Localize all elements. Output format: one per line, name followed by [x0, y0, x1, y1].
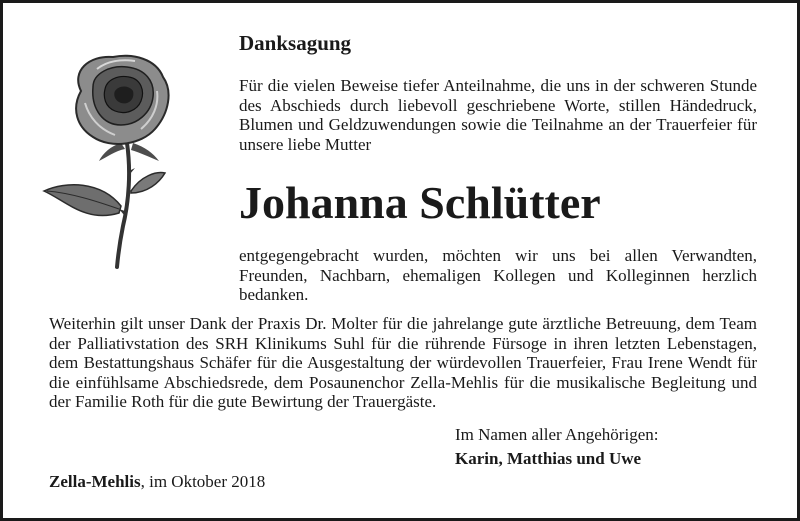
place-name: Zella-Mehlis	[49, 472, 141, 491]
date-text: , im Oktober 2018	[140, 472, 266, 491]
notice-heading: Danksagung	[239, 31, 352, 55]
after-name-paragraph: entgegengebracht wurden, möchten wir uns bei allen Verwandten, Freunden, Nachbarn, ehemaligen Kollegen und Kolleginnen herzlich bedanken.	[239, 246, 757, 304]
place-date-line	[49, 472, 265, 492]
rose-icon	[41, 51, 191, 269]
signature-names: Karin, Matthias und Uwe	[455, 449, 642, 468]
deceased-name: Johanna Schlütter	[239, 177, 601, 228]
further-thanks-paragraph: Weiterhin gilt unser Dank der Praxis Dr. Molter für die jahrelange gute ärztliche Betreuung, dem Team der Palliativstation des SRH Klinikums Suhl für die rührende Fürsoge in ihren letzten Lebenstagen, dem Bestattungshaus Schäfer für die Ausgestaltung der würdevollen Trauerfeier, Frau Irene Wendt für die einfühlsame Abschiedsrede, dem Posaunenchor Zella-Mehlis für die musikalische Begleitung und der Familie Roth für die gute Bewirtung der Trauergäste.	[49, 314, 757, 411]
intro-paragraph: Für die vielen Beweise tiefer Anteilnahme, die uns in der schweren Stunde des Abschieds durch liebevoll geschriebene Worte, stillen Händedruck, Blumen und Geldzuwendungen sowie die Teilnahme an der Trauerfeier für unsere liebe Mutter	[239, 76, 757, 154]
signature-intro: Im Namen aller Angehörigen:	[455, 425, 659, 444]
